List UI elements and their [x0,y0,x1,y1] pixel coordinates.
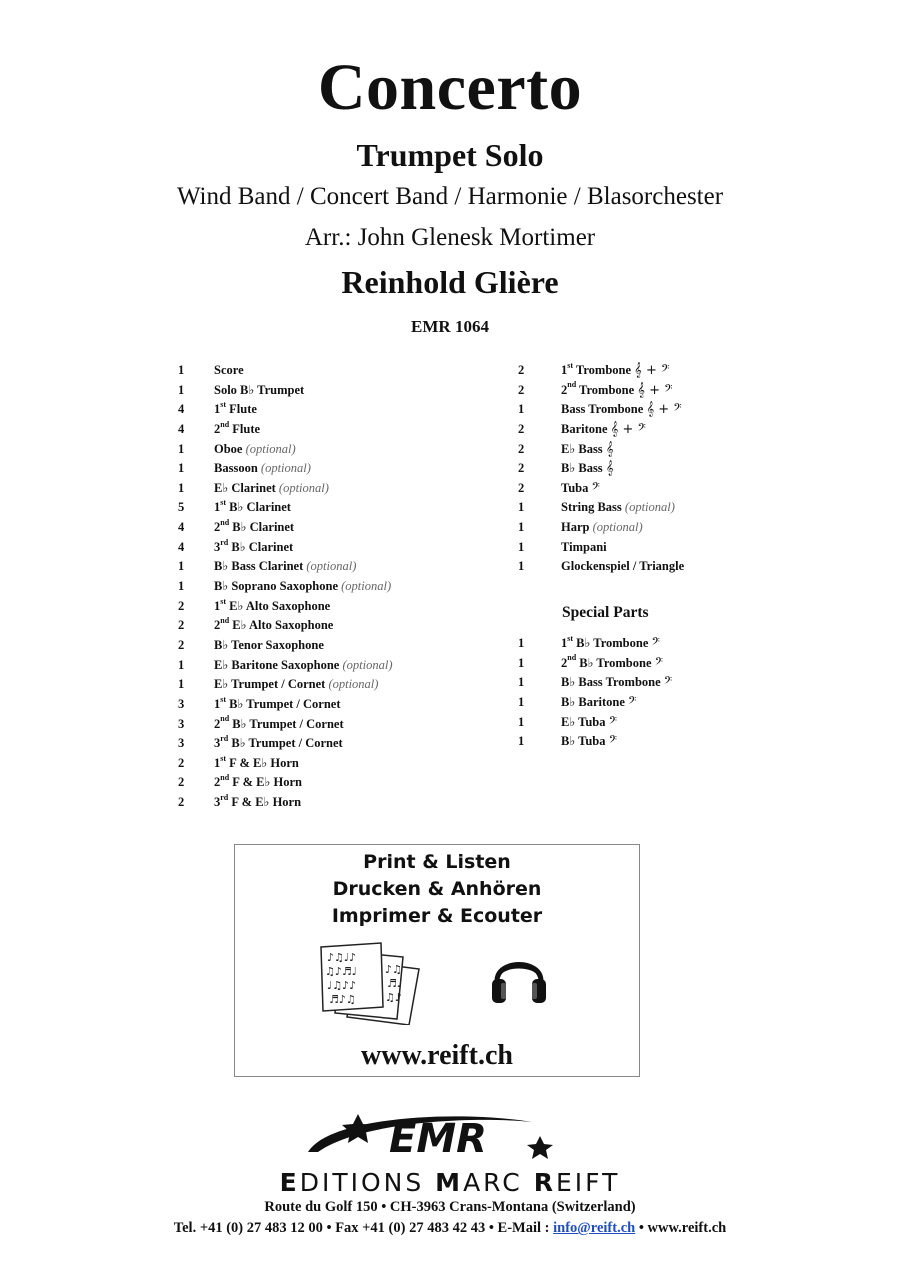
part-quantity: 1 [518,539,525,554]
part-name: 1st B♭ Clarinet [214,498,291,515]
part-row [178,479,498,499]
svg-text:♪♫♩♪: ♪♫♩♪ [327,951,357,964]
part-row [518,538,778,558]
part-quantity: 1 [518,734,525,749]
part-row [178,656,498,676]
part-name: Timpani [561,539,607,554]
part-row [178,381,498,401]
part-row [518,518,778,538]
part-quantity: 1 [518,714,525,729]
part-name: 2nd E♭ Alto Saxophone [214,616,334,633]
email-link[interactable]: info@reift.ch [553,1220,636,1236]
svg-text:♫♪♬♩: ♫♪♬♩ [325,965,357,978]
part-name: Baritone 𝄞 + 𝄢 [561,421,646,437]
part-name: 1st F & E♭ Horn [214,753,299,770]
part-row [178,459,498,479]
parts-list-left [178,361,498,813]
part-row [178,695,498,715]
part-name: E♭ Baritone Saxophone (optional) [214,657,393,672]
svg-text:♬♪♫: ♬♪♫ [329,993,356,1006]
part-name: 3rd B♭ Trumpet / Cornet [214,734,343,751]
part-name: Oboe (optional) [214,441,296,456]
part-row [178,734,498,754]
part-quantity: 2 [178,755,185,770]
part-name: Solo B♭ Trumpet [214,382,305,397]
part-quantity: 2 [178,598,185,613]
part-name: Harp (optional) [561,520,643,535]
publisher-name: EDITIONS MARC REIFT [279,1168,621,1197]
part-name: Bassoon (optional) [214,461,311,476]
promo-url-link[interactable]: www.reift.ch [361,1040,513,1071]
part-quantity: 2 [178,795,185,810]
part-row [178,636,498,656]
part-name: String Bass (optional) [561,500,675,515]
part-quantity: 1 [178,677,185,692]
part-row [518,479,778,499]
part-row [178,538,498,558]
ensemble-line: Wind Band / Concert Band / Harmonie / Blasorchester [176,183,724,210]
promo-line-de: Drucken & Anhören [332,878,542,900]
part-quantity: 5 [178,500,185,515]
svg-text:♪♫: ♪♫ [385,963,402,976]
part-quantity: 1 [178,559,185,574]
part-quantity: 1 [518,500,525,515]
part-name: 1st B♭ Trombone 𝄢 [561,633,660,651]
part-row [178,498,498,518]
part-quantity: 3 [178,716,185,731]
part-name: 2nd B♭ Trumpet / Cornet [214,714,344,731]
print-listen-box[interactable] [234,844,640,1077]
part-name: 2nd B♭ Trombone 𝄢 [561,653,663,671]
part-quantity: 2 [518,480,525,495]
part-name: 2nd F & E♭ Horn [214,773,302,790]
part-quantity: 2 [518,461,525,476]
part-row [518,498,778,518]
arranger-line: Arr.: John Glenesk Mortimer [304,224,596,251]
promo-line-fr: Imprimer & Ecouter [331,905,543,927]
part-name: Glockenspiel / Triangle [561,559,685,574]
part-row [178,793,498,813]
part-quantity: 1 [518,655,525,670]
part-quantity: 1 [178,441,185,456]
part-row [178,400,498,420]
part-quantity: 1 [518,636,525,650]
part-quantity: 3 [178,736,185,751]
part-quantity: 1 [518,402,525,417]
part-name: E♭ Clarinet (optional) [214,480,329,495]
part-quantity: 1 [178,461,185,476]
part-row [178,518,498,538]
part-name: B♭ Bass Clarinet (optional) [214,559,357,574]
parts-list-right [518,361,778,577]
part-row [178,675,498,695]
publisher-address: Route du Golf 150 • CH-3963 Crans-Montana (Switzerland) [264,1199,636,1215]
part-row [518,557,778,577]
part-row [178,361,498,381]
part-quantity: 1 [518,694,525,709]
emr-logo-text: EMR [389,1116,487,1162]
svg-text:♬♩: ♬♩ [387,977,403,990]
part-quantity: 2 [518,421,525,436]
part-quantity: 1 [518,559,525,574]
publisher-contact: Tel. +41 (0) 27 483 12 00 • Fax +41 (0) 27 483 42 43 • E-Mail : info@reift.ch • www.reift.ch [173,1220,727,1236]
part-quantity: 1 [518,675,525,690]
part-name: 2nd Trombone 𝄞 + 𝄢 [561,380,673,398]
part-row [178,754,498,774]
part-quantity: 2 [518,441,525,456]
part-name: B♭ Tuba 𝄢 [561,734,617,750]
part-name: 2nd Flute [214,419,261,436]
part-name: E♭ Bass 𝄞 [561,441,614,457]
svg-text:♫♪: ♫♪ [385,991,402,1004]
part-name: 1st Flute [214,400,257,417]
part-quantity: 2 [178,637,185,652]
catalog-number: EMR 1064 [411,317,489,336]
part-name: B♭ Soprano Saxophone (optional) [214,579,392,594]
part-quantity: 1 [178,382,185,397]
sheet-music-icon [317,941,429,1025]
part-row [178,616,498,636]
part-row [178,597,498,617]
part-name: 2nd B♭ Clarinet [214,517,295,535]
part-quantity: 4 [178,520,185,535]
part-quantity: 1 [178,657,185,672]
part-row [518,400,778,420]
part-name: 1st Trombone 𝄞 + 𝄢 [561,360,670,378]
promo-line-en: Print & Listen [363,851,511,873]
part-name: 1st E♭ Alto Saxophone [214,596,331,613]
part-name: B♭ Baritone 𝄢 [561,694,637,710]
part-name: B♭ Tenor Saxophone [214,637,324,652]
part-quantity: 2 [178,618,185,633]
part-row [178,440,498,460]
part-row [178,577,498,597]
special-parts-heading: Special Parts [562,604,649,621]
part-row [518,381,778,401]
composer-name: Reinhold Glière [341,264,559,300]
part-quantity: 1 [178,480,185,495]
part-row [178,557,498,577]
part-quantity: 2 [518,382,525,397]
part-name: 3rd F & E♭ Horn [214,792,302,810]
part-row [518,420,778,440]
part-name: E♭ Tuba 𝄢 [561,714,617,730]
part-name: Tuba 𝄢 [561,480,600,496]
part-name: B♭ Bass Trombone 𝄢 [561,675,673,691]
headphones-icon [487,945,551,1009]
part-quantity: 1 [518,520,525,535]
part-row [518,361,778,381]
part-row [178,715,498,735]
part-row [178,420,498,440]
part-name: 3rd B♭ Clarinet [214,537,294,554]
svg-text:♩♫♪♪: ♩♫♪♪ [327,979,357,992]
part-quantity: 4 [178,421,185,436]
part-name: Score [214,363,244,377]
part-quantity: 2 [518,363,525,377]
part-row [518,440,778,460]
part-quantity: 1 [178,579,185,594]
part-quantity: 3 [178,696,185,711]
emr-logo [300,1108,570,1170]
part-name: B♭ Bass 𝄞 [561,461,614,477]
part-row [518,459,778,479]
part-quantity: 4 [178,539,185,554]
part-quantity: 4 [178,402,185,417]
part-name: 1st B♭ Trumpet / Cornet [214,694,341,711]
subtitle: Trumpet Solo [356,137,544,173]
part-name: E♭ Trumpet / Cornet (optional) [214,677,379,692]
part-name: Bass Trombone 𝄞 + 𝄢 [561,402,682,418]
part-quantity: 2 [178,775,185,790]
part-row [178,773,498,793]
part-quantity: 1 [178,363,185,377]
page-title: Concerto [317,51,583,124]
